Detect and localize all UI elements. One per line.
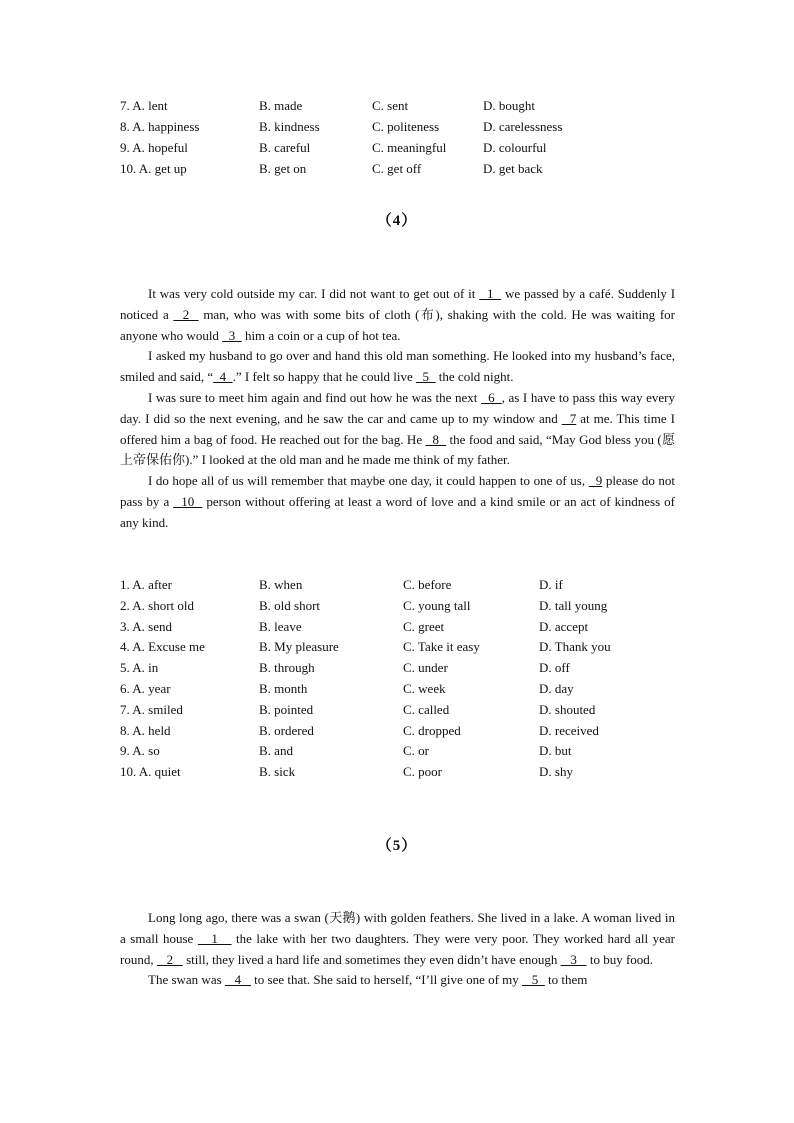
- option-row: [0, 658, 794, 678]
- option-b: B. My pleasure: [259, 639, 339, 655]
- option-d: D. received: [539, 722, 599, 738]
- option-row: [0, 721, 794, 741]
- option-d: D. shy: [539, 764, 573, 780]
- option-d: D. get back: [483, 161, 543, 176]
- answer-blank: 5: [522, 972, 545, 988]
- option-a: 9. A. so: [120, 743, 160, 759]
- answer-blank: 2: [173, 306, 199, 322]
- passage-text: I do hope all of us will remember that maybe one day, it could happen to one of us,: [148, 473, 589, 489]
- option-a: 8. A. happiness: [120, 119, 200, 134]
- option-c: C. Take it easy: [403, 639, 480, 655]
- option-b: B. pointed: [259, 701, 314, 717]
- option-d: D. carelessness: [483, 119, 563, 134]
- option-b: B. when: [259, 577, 303, 592]
- passage-text: Long long ago, there was a swan (天鹅) with golden feathers. She lived in a lake. A woman lived in a small house: [120, 910, 675, 946]
- option-c: C. under: [403, 660, 448, 676]
- passage-text: man, who was with some bits of cloth (布), shaking with the cold. He was waiting for anyone who would: [120, 306, 675, 343]
- passage-text: The swan was: [148, 972, 225, 988]
- option-b: B. and: [259, 743, 293, 759]
- option-d: D. day: [539, 681, 574, 696]
- option-row: [0, 679, 794, 699]
- option-row: [0, 741, 794, 761]
- option-d: D. colourful: [483, 140, 547, 155]
- option-b: B. through: [259, 660, 315, 676]
- option-row: [0, 96, 794, 116]
- option-row: [0, 575, 794, 595]
- option-b: B. made: [259, 98, 303, 113]
- option-c: C. sent: [372, 98, 409, 113]
- passage-text: him a coin or a cup of hot tea.: [241, 327, 401, 343]
- option-d: D. shouted: [539, 701, 596, 717]
- answer-blank: 1: [479, 286, 502, 301]
- section-4-heading: （4）: [376, 213, 418, 229]
- section-5-passage: [120, 908, 675, 991]
- option-a: 10. A. quiet: [120, 764, 181, 780]
- option-d: D. accept: [539, 618, 589, 634]
- option-row: [0, 637, 794, 657]
- option-c: C. or: [403, 743, 429, 759]
- option-a: 6. A. year: [120, 681, 171, 696]
- passage-text: please do not pass by a: [120, 473, 676, 509]
- option-a: 3. A. send: [120, 618, 172, 634]
- option-b: B. kindness: [259, 119, 320, 134]
- answer-blank: 3: [222, 327, 242, 343]
- option-a: 10. A. get up: [120, 161, 187, 176]
- option-b: B. get on: [259, 161, 307, 176]
- passage-paragraph: [120, 471, 675, 533]
- option-c: C. week: [403, 681, 446, 696]
- option-row: [0, 596, 794, 616]
- option-b: B. leave: [259, 618, 302, 634]
- option-c: C. poor: [403, 764, 442, 780]
- option-row: [0, 159, 794, 179]
- passage-text: I was sure to meet him again and find out how he was the next: [148, 389, 481, 405]
- option-a: 7. A. lent: [120, 98, 168, 113]
- passage-text: I asked my husband to go over and hand this old man something. He looked into my husband’s face, smiled and said, “: [120, 348, 675, 385]
- option-d: D. but: [539, 743, 572, 759]
- option-d: D. off: [539, 660, 570, 676]
- passage-text: the cold night.: [435, 369, 514, 385]
- option-a: 5. A. in: [120, 660, 159, 676]
- answer-blank: 3: [560, 951, 587, 967]
- option-d: D. tall young: [539, 597, 608, 613]
- passage-paragraph: [120, 284, 675, 346]
- option-a: 1. A. after: [120, 577, 172, 592]
- option-b: B. sick: [259, 764, 296, 780]
- passage-text: , as I have to pass this way every day. I did so the next evening, and he saw the car and came up to my window and: [120, 389, 676, 426]
- option-a: 8. A. held: [120, 722, 171, 738]
- option-d: D. Thank you: [539, 639, 611, 655]
- passage-text: the lake with her two daughters. They were very poor. They worked hard all year round,: [120, 930, 676, 967]
- option-c: C. called: [403, 701, 450, 717]
- option-b: B. ordered: [259, 722, 314, 738]
- section-5-heading: （5）: [376, 838, 418, 854]
- answer-blank: 4: [213, 369, 233, 385]
- passage-text: the food and said, “May God bless you (愿上帝保佑你).” I looked at the old man and he made me think of my father.: [120, 431, 675, 468]
- answer-blank: 2: [156, 951, 183, 967]
- option-a: 2. A. short old: [120, 597, 195, 613]
- option-c: C. young tall: [403, 597, 471, 613]
- option-c: C. get off: [372, 161, 422, 176]
- option-c: C. meaningful: [372, 140, 447, 155]
- answer-blank: 9: [588, 473, 603, 489]
- option-row: [0, 700, 794, 720]
- option-a: 7. A. smiled: [120, 701, 183, 717]
- passage-text: to buy food.: [586, 951, 654, 967]
- option-row: [0, 762, 794, 782]
- answer-blank: 6: [480, 389, 502, 405]
- option-row: [0, 617, 794, 637]
- passage-paragraph: [120, 388, 675, 471]
- passage-text: we passed by a café. Suddenly I noticed a: [120, 286, 676, 322]
- option-row: [0, 138, 794, 158]
- option-c: C. before: [403, 577, 452, 592]
- answer-blank: 1: [197, 930, 232, 946]
- option-b: B. old short: [259, 597, 321, 613]
- passage-text: person without offering at least a word of love and a kind smile or an act of kindness of any kind.: [120, 493, 675, 530]
- section-4-passage: [120, 284, 675, 534]
- passage-text: still, they lived a hard life and sometimes they even didn’t have enough: [182, 951, 561, 967]
- option-d: D. bought: [483, 98, 535, 113]
- answer-blank: 10: [173, 493, 203, 509]
- passage-text: to see that. She said to herself, “I’ll give one of my: [250, 972, 523, 988]
- passage-paragraph: [120, 970, 675, 991]
- option-b: B. month: [259, 681, 308, 696]
- passage-text: .” I felt so happy that he could live: [232, 369, 417, 385]
- option-c: C. dropped: [403, 722, 461, 738]
- option-c: C. greet: [403, 618, 445, 634]
- passage-paragraph: [120, 908, 675, 970]
- passage-text: to them: [544, 972, 588, 988]
- option-row: [0, 117, 794, 137]
- option-a: 4. A. Excuse me: [120, 639, 205, 655]
- option-b: B. careful: [259, 140, 311, 155]
- answer-blank: 4: [224, 972, 251, 988]
- answer-blank: 7: [561, 410, 577, 426]
- passage-text: It was very cold outside my car. I did not want to get out of it: [148, 286, 480, 301]
- option-a: 9. A. hopeful: [120, 140, 188, 155]
- passage-text: at me. This time I offered him a bag of food. He reached out for the bag. He: [120, 410, 675, 447]
- option-c: C. politeness: [372, 119, 440, 134]
- answer-blank: 5: [416, 369, 436, 385]
- answer-blank: 8: [425, 431, 446, 447]
- option-d: D. if: [539, 577, 563, 592]
- passage-paragraph: [120, 346, 675, 388]
